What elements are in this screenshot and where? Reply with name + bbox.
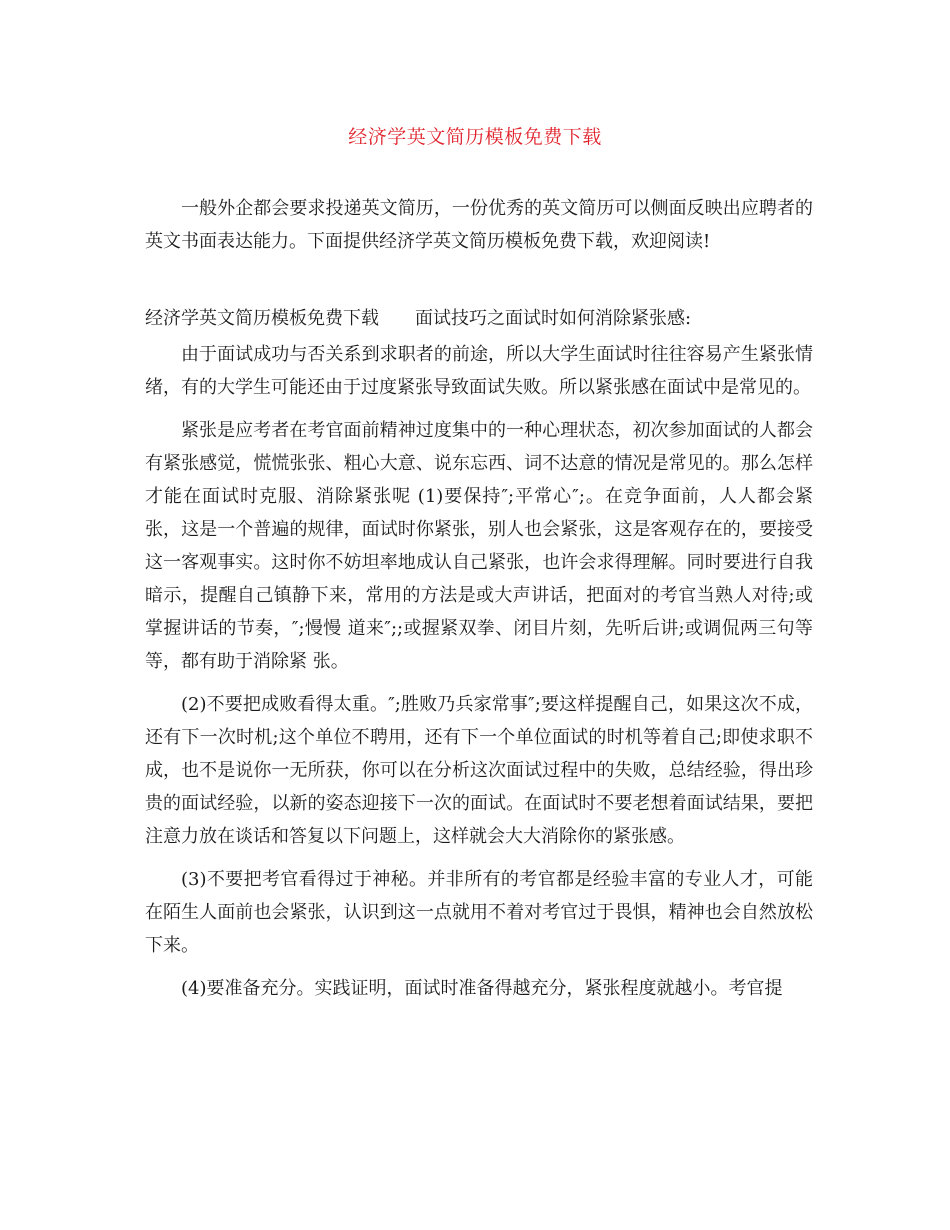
heading-left: 经济学英文简历模板免费下载 <box>145 308 379 329</box>
paragraph: (2)不要把成败看得太重。″;胜败乃兵家常事″;要这样提醒自己，如果这次不成，还有下一次时机;这个单位不聘用，还有下一个单位面试的时机等着自己;即使求职不成，也不是说你一无所获，你可以在分析这次面试过程中的失败，总结经验，得出珍贵的面试经验，以新的姿态迎接下一次的面试。在面试时不要老想着面试结果，要把注意力放在谈话和答复以下问题上，这样就会大大消除你的紧张感。 <box>145 694 813 847</box>
intro-paragraph: 一般外企都会要求投递英文简历，一份优秀的英文简历可以侧面反映出应聘者的英文书面表达能力。下面提供经济学英文简历模板免费下载，欢迎阅读! <box>145 198 813 252</box>
paragraph: (4)要准备充分。实践证明，面试时准备得越充分，紧张程度就越小。考官提 <box>181 978 783 999</box>
heading-right: 面试技巧之面试时如何消除紧张感: <box>415 308 692 329</box>
paragraph: (3)不要把考官看得过于神秘。并非所有的考官都是经验丰富的专业人才，可能在陌生人面前也会紧张，认识到这一点就用不着对考官过于畏惧，精神也会自然放松下来。 <box>145 869 813 956</box>
paragraph: 由于面试成功与否关系到求职者的前途，所以大学生面试时往往容易产生紧张情绪，有的大学生可能还由于过度紧张导致面试失败。所以紧张感在面试中是常见的。 <box>145 344 813 398</box>
document-title: 经济学英文简历模板免费下载 <box>348 126 602 148</box>
body-paragraphs <box>145 338 813 1015</box>
paragraph: 紧张是应考者在考官面前精神过度集中的一种心理状态，初次参加面试的人都会有紧张感觉，慌慌张张、粗心大意、说东忘西、词不达意的情况是常见的。那么怎样才能在面试时克服、消除紧张呢 (1)要保持″;平常心″;。在竞争面前，人人都会紧张，这是一个普遍的规律，面试时你紧张，别人也会紧张，这是客观存在的，要接受这一客观事实。这时你不妨坦率地成认自己紧张，也许会求得理解。同时要进行自我暗示，提醒自己镇静下来，常用的方法是或大声讲话，把面对的考官当熟人对待;或掌握讲话的节奏，″;慢慢 道来″;;或握紧双拳、闭目片刻，先听后讲;或调侃两三句等等，都有助于消除紧 张。 <box>145 420 813 672</box>
section-heading-line <box>145 302 813 335</box>
